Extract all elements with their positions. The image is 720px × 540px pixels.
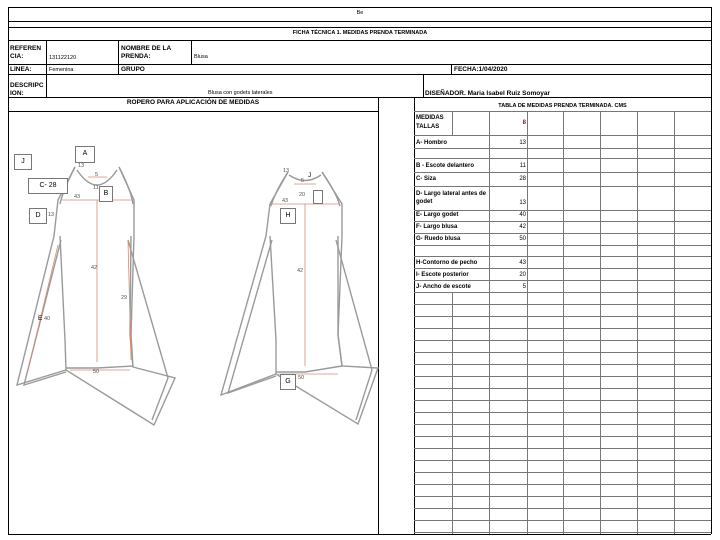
back-num-42: 42 (297, 268, 304, 274)
sheet-title: FICHA TÉCNICA 1. MEDIDAS PRENDA TERMINADA (292, 30, 428, 36)
front-num-29: 29 (121, 295, 128, 301)
tag-j-front: J (14, 154, 32, 170)
row-label-escote-delantero: B - Escote delantero (416, 163, 475, 169)
row-label-contorno-pecho: H-Contorno de pecho (416, 260, 478, 266)
table-grid-col (452, 111, 453, 135)
back-num-13: 13 (283, 168, 290, 174)
tag-h: H (280, 208, 296, 224)
tag-c: C- 28 (28, 178, 68, 194)
front-num-5: 5 (95, 172, 99, 178)
referencia-value: 131122120 (49, 55, 77, 61)
table-grid-col (563, 111, 564, 534)
front-num-42: 42 (91, 265, 98, 271)
nombre-label: NOMBRE DE LA PRENDA: (121, 45, 172, 60)
row-label-ancho-escote: J- Ancho de escote (416, 284, 471, 290)
table-grid-col (600, 111, 601, 534)
descripcion-label: DESCRIPC ION: (10, 82, 44, 97)
row-value-ruedo-blusa: 50 (519, 236, 526, 242)
table-header-label: MEDIDAS TALLAS (416, 115, 444, 130)
row-label-ruedo-blusa: G- Ruedo blusa (416, 236, 461, 242)
linea-value: Femenina (49, 67, 74, 73)
back-num-5: 5 (301, 178, 305, 184)
back-view (221, 172, 378, 424)
tag-e: E (38, 315, 43, 322)
referencia-label: REFEREN CIA: (10, 45, 42, 60)
linea-label: LINEA: (10, 66, 32, 73)
front-view (17, 167, 175, 425)
front-measure-lines (28, 177, 132, 370)
back-num-50: 50 (298, 375, 305, 381)
row-label-siza: C- Siza (416, 176, 437, 182)
front-num-13: 13 (78, 163, 85, 169)
table-grid-col (637, 111, 638, 534)
tag-i-back (313, 190, 323, 204)
tag-a: A (75, 146, 95, 163)
tag-d: D (29, 208, 47, 224)
tag-b: B (99, 186, 113, 202)
nombre-value: Blusa (194, 54, 208, 60)
tag-j-back: J (308, 172, 312, 179)
table-title: TABLA DE MEDIDAS PRENDA TERMINADA. CMS (498, 103, 627, 109)
row-value-escote-posterior: 20 (519, 272, 526, 278)
disenador: DISEÑADOR. Maria Isabel Ruiz Somoyar (425, 90, 550, 97)
descripcion-value: Blusa con godets laterales (208, 90, 273, 96)
row-value-ancho-escote: 5 (522, 284, 526, 290)
row-value-largo-blusa: 42 (519, 224, 526, 230)
table-grid-col (527, 111, 528, 534)
grupo-label: GRUPO (121, 66, 145, 73)
row-label-largo-lateral: D- Largo lateral antes de godet (416, 191, 487, 205)
row-label-escote-posterior: I- Escote posterior (416, 272, 469, 278)
back-num-43: 43 (282, 198, 289, 204)
front-num-13b: 13 (48, 212, 55, 218)
fecha: FECHA:1/04/2020 (454, 66, 508, 73)
back-num-20: 20 (299, 192, 306, 198)
front-num-40: 40 (44, 316, 51, 322)
tag-g: G (280, 374, 296, 390)
row-label-hombro: A- Hombro (416, 140, 447, 146)
row-value-escote-delantero: 11 (519, 163, 526, 169)
table-grid-col (452, 292, 453, 534)
row-value-hombro: 13 (519, 140, 526, 146)
row-value-siza: 28 (519, 176, 526, 182)
row-label-largo-blusa: F- Largo blusa (416, 224, 458, 230)
top-title: Be (356, 10, 364, 16)
row-label-largo-godet: E- Largo godet (416, 212, 459, 218)
row-value-largo-lateral: 13 (519, 200, 526, 206)
front-num-11: 11 (93, 185, 99, 191)
row-value-largo-godet: 40 (519, 212, 526, 218)
size-value: 8 (522, 120, 526, 126)
front-num-50: 50 (93, 369, 100, 375)
row-value-contorno-pecho: 43 (519, 260, 526, 266)
table-grid-col (674, 111, 675, 534)
left-panel-title: ROPERO PARA APLICACIÓN DE MEDIDAS (126, 99, 260, 106)
front-num-43: 43 (74, 194, 81, 200)
